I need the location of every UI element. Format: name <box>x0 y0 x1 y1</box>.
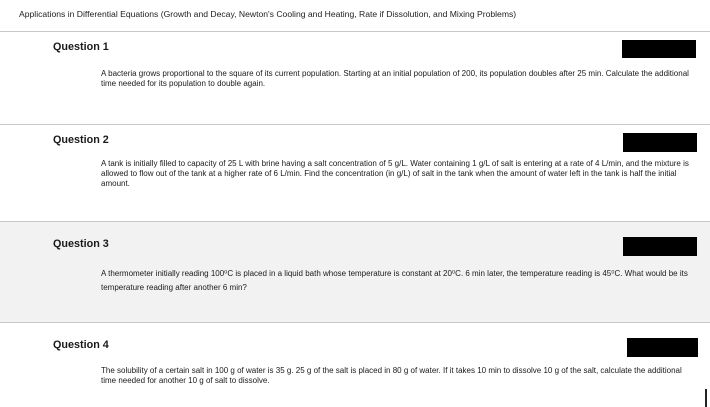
window-edge <box>705 389 707 407</box>
redacted-box <box>627 338 698 357</box>
question-3-text: A thermometer initially reading 100⁰C is placed in a liquid bath whose temperature is constant at 20⁰C. 6 min later, the temperature reading is 45⁰C. What would be its temperature reading after another 6 min? <box>101 269 688 292</box>
question-2-text: A tank is initially filled to capacity of 25 L with brine having a salt concentration of 5 g/L. Water containing 1 g/L of salt is entering at a rate of 4 L/min, and the mixture is allowed to flow out of the tank at a higher rate of 6 L/min. Find the concentration (in g/L) of salt in the tank when the amount of water left in the tank is half the initial amount. <box>101 159 689 188</box>
redacted-box <box>623 237 697 256</box>
divider <box>0 322 710 323</box>
divider <box>0 124 710 125</box>
divider <box>0 31 710 32</box>
redacted-box <box>623 133 697 152</box>
question-1-text: A bacteria grows proportional to the square of its current population. Starting at an initial population of 200, its population doubles after 25 min. Calculate the additional time needed for its population to double again. <box>101 69 689 88</box>
question-4-title: Question 4 <box>53 339 109 351</box>
page-title: Applications in Differential Equations (Growth and Decay, Newton's Cooling and Heating, Rate if Dissolution, and Mixing Problems) <box>19 9 517 19</box>
redacted-box <box>622 40 696 58</box>
question-2-title: Question 2 <box>53 134 109 146</box>
question-1-title: Question 1 <box>53 41 109 53</box>
divider <box>0 221 710 222</box>
question-3-title: Question 3 <box>53 238 109 250</box>
question-4-text: The solubility of a certain salt in 100 g of water is 35 g. 25 g of the salt is placed in 80 g of water. If it takes 10 min to dissolve 10 g of the salt, calculate the additional time needed for another 10 g of salt to dissolve. <box>101 366 682 385</box>
